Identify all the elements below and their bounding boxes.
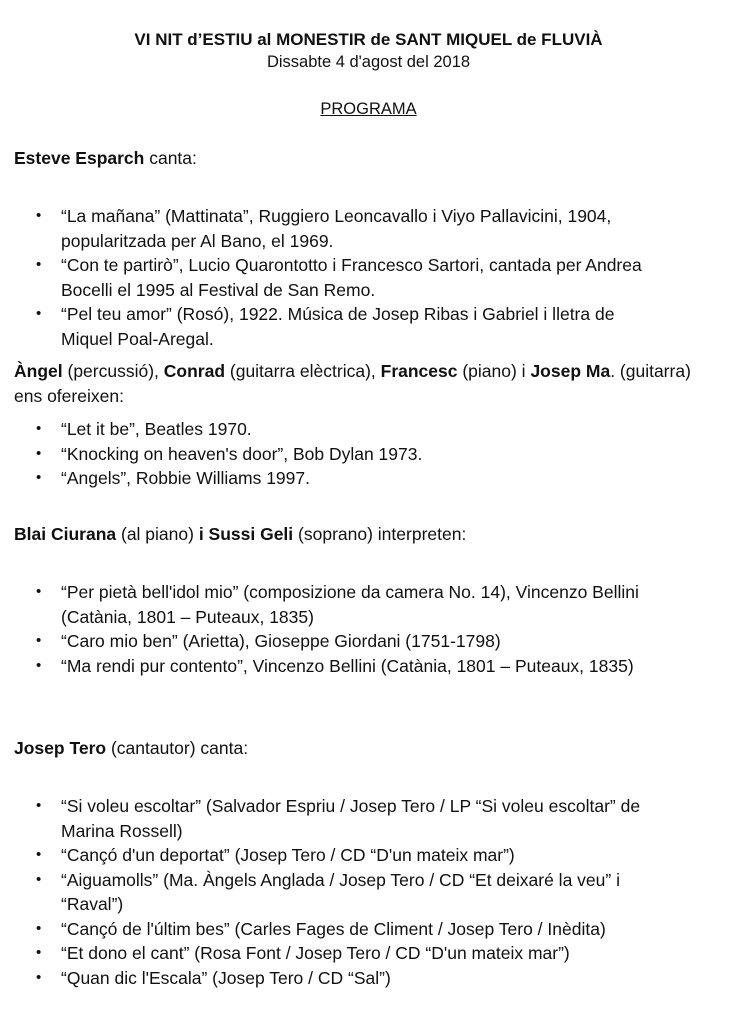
performer-name: i Sussi Geli [198, 524, 294, 544]
section-heading [14, 359, 714, 409]
song-entry: “Let it be”, Beatles 1970. [61, 419, 252, 439]
section-heading [14, 146, 714, 171]
performer-name: Josep Ma [530, 361, 611, 381]
bullet-icon: • [36, 632, 42, 649]
bullet-icon: • [36, 420, 42, 437]
song-list [14, 580, 661, 678]
song-entry: “Caro mio ben” (Arietta), Gioseppe Giordani (1751-1798) [61, 631, 501, 651]
performer-name: Àngel [14, 361, 63, 381]
song-entry: “Ma rendi pur contento”, Vincenzo Bellini (Catània, 1801 – Puteaux, 1835) [61, 655, 634, 676]
performer-name: Blai Ciurana [14, 524, 117, 544]
list-item [14, 417, 661, 442]
bullet-icon: • [36, 256, 42, 273]
list-item [14, 843, 661, 868]
section-esteve-esparch [14, 146, 714, 349]
heading-text: (cantautor) canta: [106, 738, 249, 758]
list-item [14, 580, 661, 629]
song-entry: “Con te partirò”, Lucio Quarontotto i Francesco Sartori, cantada per Andrea Bocelli el 1995 al Festival de San Remo. [61, 255, 642, 300]
heading-text: (piano) i [457, 361, 531, 381]
performer-name: Josep Tero [14, 738, 107, 758]
section-blai-sussi [14, 522, 714, 676]
song-list [14, 204, 661, 351]
section-heading [14, 736, 714, 761]
song-list [14, 417, 661, 491]
list-item [14, 204, 661, 253]
list-item [14, 442, 661, 467]
bullet-icon: • [36, 968, 42, 986]
song-entry: “Angels”, Robbie Williams 1997. [61, 468, 310, 488]
song-entry: “Cançó de l'últim bes” (Carles Fages de Climent / Josep Tero / Inèdita) [61, 918, 606, 939]
bullet-icon: • [36, 207, 42, 224]
section-josep-tero [14, 736, 714, 988]
heading-text: . (guitarra) ens ofereixen: [14, 361, 691, 406]
heading-text: (percussió), [62, 361, 164, 381]
bullet-icon: • [36, 870, 42, 888]
song-entry: “La mañana” (Mattinata”, Ruggiero Leoncavallo i Viyo Pallavicini, 1904, popularitzada per Al Bano, el 1969. [61, 206, 612, 251]
performer-name: Francesc [380, 361, 458, 381]
section-band [14, 359, 714, 488]
heading-text: (soprano) interpreten: [293, 524, 467, 544]
list-item [14, 794, 661, 843]
performer-name: Esteve Esparch [14, 148, 145, 168]
list-item [14, 253, 661, 302]
bullet-icon: • [36, 919, 42, 937]
song-entry: “Per pietà bell'idol mio” (composizione da camera No. 14), Vincenzo Bellini (Catània, 1801 – Puteaux, 1835) [61, 582, 639, 627]
bullet-icon: • [36, 846, 42, 863]
bullet-icon: • [36, 444, 42, 462]
bullet-icon: • [36, 469, 42, 486]
bullet-icon: • [36, 656, 42, 674]
bullet-icon: • [36, 305, 42, 322]
song-entry: “Cançó d'un deportat” (Josep Tero / CD “D'un mateix mar”) [61, 845, 515, 865]
heading-text: (al piano) [116, 524, 199, 544]
song-entry: “Et dono el cant” (Rosa Font / Josep Tero / CD “D'un mateix mar”) [61, 943, 570, 963]
document-title: VI NIT d’ESTIU al MONESTIR de SANT MIQUEL de FLUVIÀ [134, 30, 603, 49]
list-item [14, 868, 661, 917]
song-entry: “Pel teu amor” (Rosó), 1922. Música de Josep Ribas i Gabriel i lletra de Miquel Poal-Aregal. [61, 304, 615, 349]
song-entry: “Aiguamolls” (Ma. Àngels Anglada / Josep Tero / CD “Et deixaré la veu” i “Raval”) [61, 869, 620, 914]
list-item [14, 302, 661, 351]
song-list [14, 794, 661, 990]
bullet-icon: • [36, 944, 42, 961]
list-item [14, 654, 661, 679]
list-item [14, 966, 661, 991]
list-item [14, 917, 661, 942]
list-item [14, 941, 661, 966]
programa-heading: PROGRAMA [320, 100, 417, 118]
section-heading [14, 522, 714, 547]
heading-text: canta: [144, 148, 197, 168]
heading-text: (guitarra elèctrica), [225, 361, 381, 381]
song-entry: “Quan dic l'Escala” (Josep Tero / CD “Sal”) [61, 967, 391, 988]
bullet-icon: • [36, 797, 42, 814]
song-entry: “Si voleu escoltar” (Salvador Espriu / Josep Tero / LP “Si voleu escoltar” de Marina Rossell) [61, 796, 641, 841]
song-entry: “Knocking on heaven's door”, Bob Dylan 1973. [61, 443, 423, 464]
performer-name: Conrad [163, 361, 226, 381]
list-item [14, 629, 661, 654]
event-date: Dissabte 4 d'agost del 2018 [266, 53, 471, 71]
list-item [14, 466, 661, 491]
bullet-icon: • [36, 583, 42, 600]
